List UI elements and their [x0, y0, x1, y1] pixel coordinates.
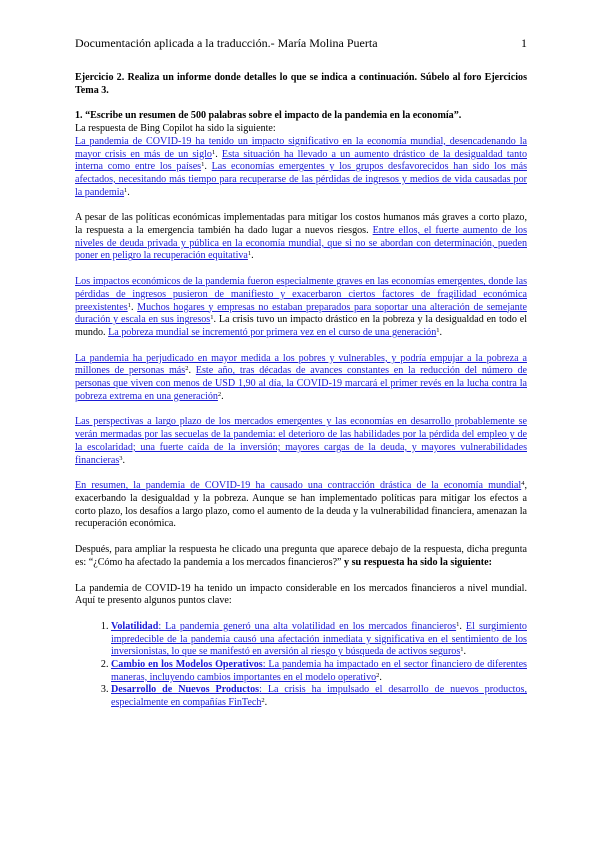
question-heading: 1. “Escribe un resumen de 500 palabras sobre el impacto de la pandemia en la economía”.	[75, 110, 462, 122]
footnote-ref[interactable]: 4	[521, 480, 525, 488]
link-text[interactable]: : La pandemia ha impactado en el sector financiero de diferentes maneras, incluyendo cambios importantes en el modelo operativo	[111, 659, 527, 683]
footnote-ref[interactable]: 2	[376, 671, 380, 679]
paragraph-7	[75, 544, 527, 569]
footnote-ref[interactable]: 1	[127, 301, 131, 309]
list-item: 2. Cambio en los Modelos Operativos: La pandemia ha impactado en el sector financiero de diferentes maneras, incluyendo cambios importantes en el modelo operativo$^2$.	[111, 659, 527, 684]
footnote-ref[interactable]: 1	[210, 314, 214, 322]
plain-text: , exacerbando la desigualdad y la pobreza. Aunque se han implementado políticas para mitigar los efectos a corto plazo, los desafíos a largo plazo, como el aumento de la deuda y la vulnerabilidad financiera, amenazan la recuperación económica.	[75, 480, 527, 530]
link-text[interactable]: La pobreza mundial se incrementó por primera vez en el curso de una generación	[108, 326, 437, 338]
footnote-ref[interactable]: 2	[261, 697, 265, 705]
paragraph-2: A pesar de las políticas económicas implementadas para mitigar los costos humanos más graves a corto plazo, la respuesta a la emergencia también ha dado lugar a nuevos riesgos. Entre ellos, el fuerte aumento de los niveles de deuda privada y pública en la economía mundial, que si no se abordan con determinación, pueden poner en peligro la recuperación equitativa$^1$.	[75, 212, 527, 262]
paragraph-8: La pandemia de COVID-19 ha tenido un impacto considerable en los mercados financieros a nivel mundial. Aquí te presento algunos puntos clave:	[75, 582, 527, 607]
link-text[interactable]: Muchos hogares y empresas no estaban preparados para soportar una alteración de semejante duración y escala en sus ingresos	[75, 301, 527, 326]
page-number: 1	[521, 36, 527, 50]
footnote-ref[interactable]: 1	[247, 250, 252, 258]
paragraph-4: La pandemia ha perjudicado en mayor medida a los pobres y vulnerables, y podría empujar a la pobreza a millones de personas más$^2$. Este año, tras décadas de avances constantes en la reducción del número de personas que viven con menos de USD 1,90 al día, la COVID-19 marcará el primer revés en la lucha contra la pobreza extrema en una generación$^2$.	[75, 352, 527, 402]
intro-text: La respuesta de Bing Copilot ha sido la siguiente:	[75, 123, 276, 135]
paragraph-1: La pandemia de COVID-19 ha tenido un impacto significativo en la economía mundial, desencadenando la mayor crisis en más de un siglo$^1$. Esta situación ha llevado a un aumento drástico de la desigualdad tanto interna como entre los países$^1$. Las economías emergentes y los grupos desfavorecidos han sido los más afectados, necesitando más tiempo para recuperarse de las pérdidas de ingresos y medios de vida causadas por la pandemia$^1$.	[75, 135, 528, 198]
document-body	[75, 72, 527, 710]
bold-text: y su respuesta ha sido la siguiente:	[344, 556, 492, 568]
task-heading: Ejercicio 2. Realiza un informe donde detalles lo que se indica a continuación. Súbelo al foro Ejercicios Tema 3.	[75, 72, 527, 96]
link-text[interactable]: La pandemia ha perjudicado en mayor medida a los pobres y vulnerables, y podría empujar a la pobreza a millones de personas más	[75, 352, 527, 377]
plain-text: Después, para ampliar la respuesta he clicado una pregunta que aparece debajo de la respuesta, dicha pregunta es: “¿Cómo ha afectado la pandemia a los mercados financieros?”	[75, 544, 527, 568]
list-item: 1. Volatilidad: La pandemia generó una alta volatilidad en los mercados financieros$^1$. El surgimiento impredecible de la pandemia causó una afectación inmediata y significativa en el sentimiento de los inversionistas, lo que se manifestó en aversión al riesgo y búsqueda de activos seguros$^1$.	[111, 621, 527, 659]
list-item-title[interactable]: Cambio en los Modelos Operativos	[111, 659, 263, 671]
link-text[interactable]: Este año, tras décadas de avances constantes en la reducción del número de personas que viven con menos de USD 1,90 al día, la COVID-19 marcará el primer revés en la lucha contra la pobreza extrema en una generación	[75, 365, 527, 402]
list-item-title[interactable]: Volatilidad	[111, 620, 159, 632]
link-text[interactable]: Entre ellos, el fuerte aumento de los niveles de deuda privada y pública en la economía mundial, que si no se abordan con determinación, pueden poner en peligro la recuperación equitativa	[75, 225, 527, 262]
link-text[interactable]: Las economías emergentes y los grupos desfavorecidos han sido los más afectados, necesitando más tiempo para recuperarse de las pérdidas de ingresos y medios de vida causadas por la pandemia	[75, 161, 528, 198]
link-text[interactable]: : La pandemia generó una alta volatilidad en los mercados financieros	[158, 620, 457, 632]
link-text[interactable]: En resumen, la pandemia de COVID-19 ha causado una contracción drástica de la economía mundial	[75, 480, 522, 492]
key-points-list	[75, 621, 527, 710]
plain-text: A pesar de las políticas económicas implementadas para mitigar los costos humanos más graves a corto plazo, la respuesta a la emergencia también ha dado lugar a nuevos riesgos.	[75, 212, 527, 237]
link-text[interactable]: La pandemia de COVID-19 ha tenido un impacto significativo en la economía mundial, desencadenando la mayor crisis en más de un siglo	[75, 135, 527, 160]
paragraph-5: Las perspectivas a largo plazo de los mercados emergentes y las economías en desarrollo probablemente se verán mermadas por las secuelas de la pandemia: el deterioro de las habilidades por la pérdida del empleo y de la escolaridad; una fuerte caída de la inversión; mayores cargas de la deuda, y mayores vulnerabilidades financieras$^3$.	[75, 416, 527, 466]
footnote-ref[interactable]: 2	[185, 365, 189, 373]
footnote-ref[interactable]: 1	[124, 186, 128, 194]
footnote-ref[interactable]: 1	[211, 148, 216, 156]
list-item: 3. Desarrollo de Nuevos Productos: La crisis ha impulsado el desarrollo de nuevos productos, especialmente en compañías FinTech$^2$.	[111, 684, 527, 709]
list-item-title[interactable]: Desarrollo de Nuevos Productos	[111, 684, 260, 696]
plain-text: La crisis tuvo un impacto drástico en la pobreza y la desigualdad en todo el mundo.	[75, 314, 527, 338]
page-header	[75, 36, 527, 51]
footnote-ref[interactable]: 1	[460, 646, 464, 654]
footnote-ref[interactable]: 2	[217, 390, 222, 398]
link-text[interactable]: El surgimiento impredecible de la pandemia causó una afectación inmediata y significativa en el sentimiento de los inversionistas, lo que se manifestó en aversión al riesgo y búsqueda de activos seguros	[111, 620, 527, 658]
header-title: Documentación aplicada a la traducción.- María Molina Puerta	[75, 36, 378, 50]
link-text[interactable]: Los impactos económicos de la pandemia fueron especialmente graves en las economías emergentes, donde las pérdidas de ingresos pusieron de manifiesto y exacerbaron ciertos factores de fragilidad económica preexistentes	[75, 276, 527, 313]
paragraph-3: Los impactos económicos de la pandemia fueron especialmente graves en las economías emergentes, donde las pérdidas de ingresos pusieron de manifiesto y exacerbaron ciertos factores de fragilidad económica preexistentes$^1$. Muchos hogares y empresas no estaban preparados para soportar una alteración de semejante duración y escala en sus ingresos$^1$. La crisis tuvo un impacto drástico en la pobreza y la desigualdad en todo el mundo. La pobreza mundial se incrementó por primera vez en el curso de una generación$^1$.	[75, 276, 527, 338]
link-text[interactable]: : La crisis ha impulsado el desarrollo de nuevos productos, especialmente en compañías FinTech	[111, 684, 527, 709]
footnote-ref[interactable]: 1	[201, 161, 205, 169]
paragraph-6	[75, 480, 527, 531]
link-text[interactable]: Las perspectivas a largo plazo de los mercados emergentes y las economías en desarrollo probablemente se verán mermadas por las secuelas de la pandemia: el deterioro de las habilidades por la pérdida del empleo y de la escolaridad; una fuerte caída de la inversión; mayores cargas de la deuda, y mayores vulnerabilidades financieras	[75, 416, 527, 466]
link-text[interactable]: Esta situación ha llevado a un aumento drástico de la desigualdad tanto interna como entre los países	[75, 148, 527, 173]
footnote-ref[interactable]: 1	[456, 620, 460, 628]
footnote-ref[interactable]: 3	[119, 454, 123, 462]
footnote-ref[interactable]: 1	[436, 326, 440, 334]
